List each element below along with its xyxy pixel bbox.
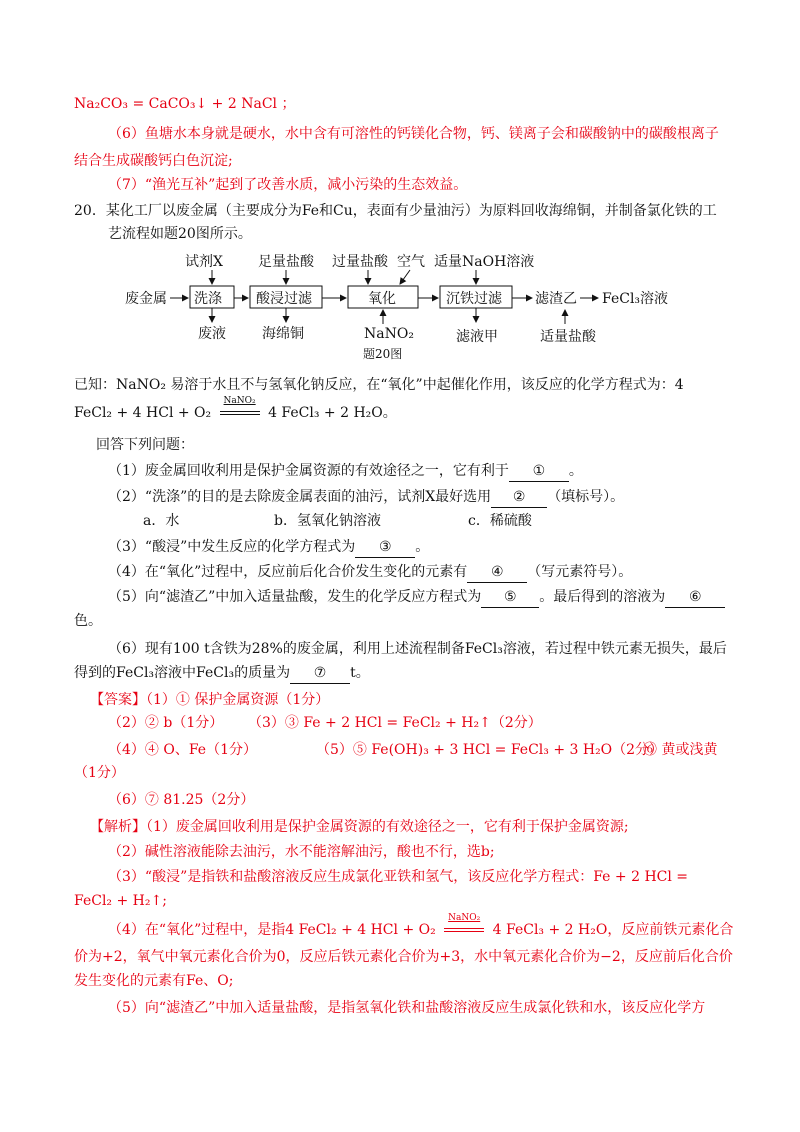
flow-box-oxidation-label: 氧化: [368, 291, 396, 307]
known-eq-right: 4 FeCl₃ + 2 H₂O。: [268, 405, 397, 421]
question-3: [108, 537, 429, 558]
explanation-3-line2: FeCl₂ + H₂↑;: [74, 893, 167, 909]
question-6-line1: （6）现有100 t含铁为28%的废金属，利用上述流程制备FeCl₃溶液，若过程中铁元素无损失，最后: [108, 641, 727, 657]
question-3-end: 。: [415, 539, 430, 555]
explanation-4-line3: 发生变化的元素有Fe、O;: [74, 973, 234, 989]
blank-5: ⑤: [481, 587, 539, 608]
explanation-7: （7）“渔光互补”起到了改善水质，减小污染的生态效益。: [108, 177, 468, 193]
known-info-line1: 已知：NaNO₂ 易溶于水且不与氢氧化钠反应，在“氧化”中起催化作用，该反应的化学方程式为：4: [74, 377, 684, 393]
explanation-3-line1: （3）“酸浸”是指铁和盐酸溶液反应生成氯化亚铁和氢气，该反应化学方程式：Fe + 2 HCl =: [108, 869, 689, 885]
blank-7: ⑦: [290, 663, 350, 684]
flow-output-sponge-copper: 海绵铜: [262, 326, 304, 342]
explanation-catalyst-label: NaNO₂: [448, 913, 481, 923]
answer-4: （4）④ O、Fe（1分）: [108, 742, 257, 758]
blank-2: ②: [491, 487, 547, 508]
flow-box-acid-leach-label: 酸浸过滤: [256, 291, 312, 307]
figure-caption: 题20图: [363, 347, 403, 361]
question-4-text: （4）在“氧化”过程中，反应前后化合价发生变化的元素有: [108, 564, 468, 580]
flow-input-reagent-x: 试剂X: [185, 254, 223, 270]
option-a: a．水: [143, 513, 180, 529]
explanation-4-line2: 价为+2，氧气中氧元素化合价为0，反应后铁元素化合价为+3，水中氧元素化合价为−2，反应前后化合价: [74, 949, 733, 965]
question-5: [108, 587, 725, 608]
equation-line: Na₂CO₃ = CaCO₃↓ + 2 NaCl ；: [74, 96, 296, 112]
explanation-1: 【解析】（1）废金属回收利用是保护金属资源的有效途径之一，它有利于保护金属资源;: [90, 819, 629, 835]
answer-1: 【答案】（1）① 保护金属资源（1分）: [90, 692, 330, 708]
flow-product-label: FeCl₃溶液: [602, 291, 669, 307]
question-5-end: 色。: [74, 613, 102, 629]
answer-intro: 回答下列问题：: [96, 437, 194, 453]
answer-3: （3）③ Fe + 2 HCl = FeCl₂ + H₂↑（2分）: [248, 715, 542, 731]
flow-input-naoh: 适量NaOH溶液: [434, 254, 535, 270]
question-1-end: 。: [568, 463, 583, 479]
flow-input-excess-hcl: 过量盐酸: [332, 254, 388, 270]
explanation-2: （2）碱性溶液能除去油污，水不能溶解油污，酸也不行，选b;: [108, 844, 495, 860]
known-eq-left: FeCl₂ + 4 HCl + O₂: [74, 405, 212, 421]
question-1: [108, 461, 583, 482]
question-3-text: （3）“酸浸”中发生反应的化学方程式为: [108, 539, 356, 555]
question-2: [108, 487, 624, 508]
known-info-line2: [74, 396, 397, 423]
explanation-6-line1: （6）鱼塘水本身就是硬水，水中含有可溶性的钙镁化合物，钙、镁离子会和碳酸钠中的碳酸根离子: [108, 126, 719, 142]
flow-output-waste-liquid: 废液: [198, 326, 226, 342]
option-c: c．稀硫酸: [468, 513, 532, 529]
blank-4: ④: [467, 562, 527, 583]
flow-input-sufficient-hcl: 足量盐酸: [258, 254, 314, 270]
answer-6: ⑥ 黄或浅黄: [643, 742, 718, 758]
question-5-text: （5）向“滤渣乙”中加入适量盐酸，发生的化学反应方程式为: [108, 589, 482, 605]
question-4-end: （写元素符号）。: [527, 564, 633, 580]
question-4: [108, 562, 632, 583]
question-20-line2: 艺流程如题20图所示。: [108, 226, 252, 242]
blank-3: ③: [355, 537, 415, 558]
reaction-condition: [220, 396, 260, 423]
answer-7: （6）⑦ 81.25（2分）: [108, 792, 255, 808]
flow-input-air: 空气: [397, 254, 425, 270]
flow-box-wash-label: 洗涤: [194, 291, 222, 307]
explanation-4-eq-left: （4）在“氧化”过程中，是指4 FeCl₂ + 4 HCl + O₂: [108, 922, 436, 938]
catalyst-label: NaNO₂: [223, 396, 256, 406]
question-5-mid: 。最后得到的溶液为: [539, 589, 666, 605]
question-6-end: t。: [350, 665, 370, 681]
blank-6: ⑥: [665, 587, 725, 608]
explanation-4-line1: [108, 913, 734, 940]
question-6-line2: [74, 663, 370, 684]
explanation-reaction-condition: [444, 913, 484, 940]
flow-residue-label: 滤渣乙: [535, 291, 577, 307]
answer-6-score: （1分）: [74, 765, 125, 781]
explanation-6-line2: 结合生成碳酸钙白色沉淀;: [74, 153, 233, 169]
answer-5: （5）⑤ Fe(OH)₃ + 3 HCl = FeCl₃ + 3 H₂O（2分）: [316, 742, 664, 758]
question-2-text: （2）“洗涤”的目的是去除废金属表面的油污，试剂X最好选用: [108, 489, 492, 505]
question-2-end: （填标号）。: [547, 489, 625, 505]
flow-input-hcl-bottom: 适量盐酸: [540, 329, 596, 345]
process-flowchart: [120, 250, 700, 365]
option-b: b．氢氧化钠溶液: [274, 513, 381, 529]
question-20-line1: 20．某化工厂以废金属（主要成分为Fe和Cu，表面有少量油污）为原料回收海绵铜，并制备氯化铁的工: [74, 203, 717, 219]
flow-box-iron-precip-label: 沉铁过滤: [446, 291, 502, 307]
explanation-4-eq-right: 4 FeCl₃ + 2 H₂O，反应前铁元素化合: [492, 922, 734, 938]
question-6-text: 得到的FeCl₃溶液中FeCl₃的质量为: [74, 665, 291, 681]
answer-2: （2）② b（1分）: [108, 715, 224, 731]
question-1-text: （1）废金属回收利用是保护金属资源的有效途径之一，它有利于: [108, 463, 509, 479]
explanation-5: （5）向“滤渣乙”中加入适量盐酸，是指氢氧化铁和盐酸溶液反应生成氯化铁和水，该反应化学方: [108, 1000, 706, 1016]
blank-1: ①: [509, 461, 569, 482]
flow-output-filtrate-a: 滤液甲: [456, 329, 498, 345]
flow-start-label: 废金属: [125, 291, 167, 307]
flow-input-nano2: NaNO₂: [364, 326, 414, 342]
